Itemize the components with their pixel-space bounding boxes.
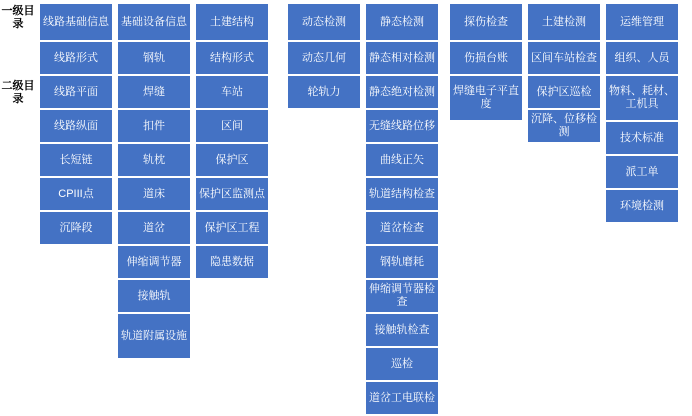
column-item[interactable]: 区间车站检查 — [528, 42, 600, 74]
column-item[interactable]: 结构形式 — [196, 42, 268, 74]
column-item[interactable]: 道床 — [118, 178, 190, 210]
column-item[interactable]: 长短链 — [40, 144, 112, 176]
column-header[interactable]: 探伤检查 — [450, 4, 522, 40]
column-civil-inspection — [528, 4, 600, 144]
column-item[interactable]: 环境检测 — [606, 190, 678, 222]
column-operation-management — [606, 4, 678, 224]
column-item[interactable]: 轨道附属设施 — [118, 314, 190, 358]
column-item[interactable]: 线路纵面 — [40, 110, 112, 142]
column-static-detection — [366, 4, 438, 416]
column-header[interactable]: 运维管理 — [606, 4, 678, 40]
column-dynamic-detection — [288, 4, 360, 110]
column-item[interactable]: 组织、人员 — [606, 42, 678, 74]
column-item[interactable]: 技术标准 — [606, 122, 678, 154]
column-item[interactable]: 沉降、位移检测 — [528, 110, 600, 142]
row-label-level1: 一级目录 — [1, 5, 35, 30]
column-item[interactable]: 静态绝对检测 — [366, 76, 438, 108]
column-item[interactable]: 车站 — [196, 76, 268, 108]
column-item[interactable]: 区间 — [196, 110, 268, 142]
column-item[interactable]: 轮轨力 — [288, 76, 360, 108]
column-item[interactable]: 静态相对检测 — [366, 42, 438, 74]
column-item[interactable]: 伸缩调节器检查 — [366, 280, 438, 312]
column-item[interactable]: 伤损台账 — [450, 42, 522, 74]
column-header[interactable]: 动态检测 — [288, 4, 360, 40]
column-item[interactable]: 扣件 — [118, 110, 190, 142]
column-item[interactable]: 轨枕 — [118, 144, 190, 176]
column-item[interactable]: 保护区工程 — [196, 212, 268, 244]
column-item[interactable]: 线路形式 — [40, 42, 112, 74]
column-item[interactable]: 保护区巡检 — [528, 76, 600, 108]
column-item[interactable]: 沉降段 — [40, 212, 112, 244]
column-item[interactable]: 巡检 — [366, 348, 438, 380]
column-item[interactable]: 道岔 — [118, 212, 190, 244]
column-basic-equipment-info — [118, 4, 190, 360]
column-item[interactable]: 保护区监测点 — [196, 178, 268, 210]
column-header[interactable]: 基础设备信息 — [118, 4, 190, 40]
column-item[interactable]: 线路平面 — [40, 76, 112, 108]
column-item[interactable]: 道岔工电联检 — [366, 382, 438, 414]
column-civil-structure — [196, 4, 268, 280]
column-header[interactable]: 土建检测 — [528, 4, 600, 40]
column-item[interactable]: 钢轨 — [118, 42, 190, 74]
column-item[interactable]: 曲线正矢 — [366, 144, 438, 176]
column-item[interactable]: 焊缝 — [118, 76, 190, 108]
row-label-level2: 二级目录 — [1, 80, 35, 105]
column-header[interactable]: 土建结构 — [196, 4, 268, 40]
column-item[interactable]: 焊缝电子平直度 — [450, 76, 522, 120]
column-item[interactable]: 接触轨 — [118, 280, 190, 312]
column-item[interactable]: 钢轨磨耗 — [366, 246, 438, 278]
column-item[interactable]: 轨道结构检查 — [366, 178, 438, 210]
column-item[interactable]: 保护区 — [196, 144, 268, 176]
column-line-basic-info — [40, 4, 112, 246]
column-item[interactable]: 隐患数据 — [196, 246, 268, 278]
column-header[interactable]: 线路基础信息 — [40, 4, 112, 40]
column-item[interactable]: 道岔检查 — [366, 212, 438, 244]
column-item[interactable]: 接触轨检查 — [366, 314, 438, 346]
column-header[interactable]: 静态检测 — [366, 4, 438, 40]
column-item[interactable]: 物料、耗材、工机具 — [606, 76, 678, 120]
column-item[interactable]: 派工单 — [606, 156, 678, 188]
column-item[interactable]: 动态几何 — [288, 42, 360, 74]
column-flaw-inspection — [450, 4, 522, 122]
column-item[interactable]: 伸缩调节器 — [118, 246, 190, 278]
column-item[interactable]: CPIII点 — [40, 178, 112, 210]
column-item[interactable]: 无缝线路位移 — [366, 110, 438, 142]
